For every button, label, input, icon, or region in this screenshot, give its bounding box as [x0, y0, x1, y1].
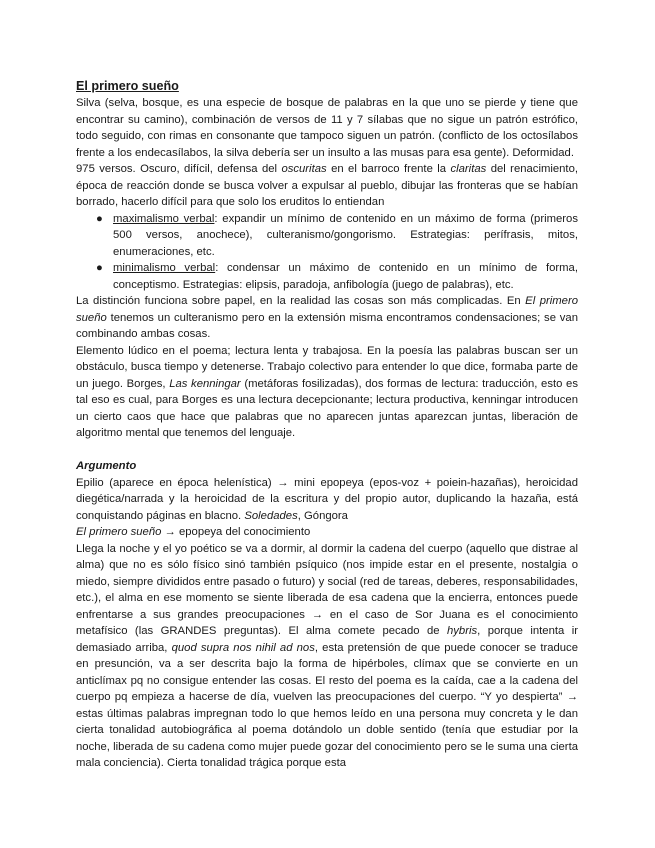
paragraph-ludico	[76, 343, 578, 442]
italic-title: Soledades	[244, 509, 298, 522]
text: tenemos un culteranismo pero en la extensión misma encontramos condensaciones; se van combinando ambas cosas.	[76, 311, 578, 340]
paragraph-epopeya	[76, 524, 578, 541]
bullet-icon: ●	[96, 212, 103, 225]
text: , Góngora	[297, 509, 348, 522]
italic-title: El primero sueño	[76, 295, 578, 324]
paragraph-epilio	[76, 475, 578, 525]
text: → epopeya del conocimiento	[161, 526, 311, 538]
italic-term-hybris: hybris	[447, 625, 478, 637]
italic-term-claritas: claritas	[450, 163, 487, 175]
italic-title: Las kenningar	[169, 377, 241, 390]
text: Epilio (aparece en época helenística) → mini epopeya (epos-voz + poiein-hazañas), heroicidad diegética/narrada y la heroicidad de la escritura y del propio autor, duplicando la hazaña, está conquistando páginas en blacno.	[76, 476, 578, 522]
section-title: El primero sueño	[76, 79, 179, 93]
underlined-term: maximalismo verbal	[113, 212, 215, 225]
underlined-term: minimalismo verbal	[113, 262, 216, 274]
list-item-maximalismo	[96, 211, 578, 261]
text: , porque intenta ir demasiado arriba,	[76, 625, 579, 654]
paragraph-argumento	[76, 541, 578, 772]
list-item-minimalismo	[96, 260, 578, 293]
text: Llega la noche y el yo poético se va a dormir, al dormir la cadena del cuerpo (aquello que distrae al alma) que no es sólo físico sinó también psíquico (nos impide estar en el presente, nostalgia o miedo, siempre divididos entre pasado o futuro) y social (red de tareas, deberes, responsabilidades, etc.), el alma en ese momento se siente liberada de esa cadena que la encierra, entonces puede enfrentarse a sus grandes preocupaciones → en el caso de Sor Juana es el conocimiento metafísico (las GRANDES preguntas). El alma comete pecado de	[76, 542, 578, 637]
list-item-text: : condensar un máximo de contenido en un mínimo de forma, conceptismo. Estrategias: elipsis, paradoja, anfibología (juego de palabras), etc.	[113, 262, 578, 291]
text: Elemento lúdico en el poema; lectura lenta y trabajosa. En la poesía las palabras buscan ser un obstáculo, busca tiempo y detenerse. Trabajo colectivo para entender lo que dice, formaba parte de un juego. Borges,	[76, 344, 578, 390]
list-item-text: : expandir un mínimo de contenido en un máximo de forma (primeros 500 versos, anochece), culteranismo/gongorismo. Estrategias: perífrasis, mitos, enumeraciones, etc.	[113, 212, 578, 258]
text: , esta pretensión de que puede conocer se traduce en presunción, va a ser descrita bajo la forma de hipérboles, clímax que se convierte en un anticlímax pq no consigue entender las cosas. El resto del poema es la caída, cae a la cadena del cuerpo pq empieza a hacerse de día, vuelven las preocupaciones del cuerpo. “Y yo despierta” → estas últimas palabras impregnan todo lo que hemos leído en una persona muy concreta y le dan cierta tonalidad autobiográfica al poema dotándolo un doble sentido (tenía que estudiar por la noche, liberada de su cadena como mujer puede gozar del conocimiento pero se le suma una cierta mala conciencia). Cierta tonalidad trágica porque esta	[76, 641, 578, 769]
paragraph-silva: Silva (selva, bosque, es una especie de bosque de palabras en la que uno se pierde y tiene que encontrar su camino), combinación de versos de 11 y 7 sílabas que no sigue un patrón estrófico, todo seguido, con rimas en consonante que tampoco siguen un patrón. (conflicto de los octosílabos frente a los endecasílabos, la silva debería ser un insulto a las musas para esa gente). Deformidad.	[76, 97, 578, 159]
text: en el barroco frente la	[326, 163, 451, 175]
text: La distinción funciona sobre papel, en la realidad las cosas son más complicadas. En	[76, 295, 526, 307]
section-heading-argumento: Argumento	[76, 460, 137, 472]
paragraph-distincion	[76, 293, 578, 343]
text: 975 versos. Oscuro, difícil, defensa del	[76, 163, 282, 175]
text: (metáforas fosilizadas), dos formas de lectura: traducción, esto es tal eso es cual, para Borges es una lectura decepcionante; lectura productiva, kenningar introducen un cierto caos que hace que palabras que no aparecen juntas aparezcan juntas, liberación de algoritmo mental que tenemos del lenguaje.	[76, 377, 578, 439]
spacer	[76, 442, 578, 459]
bullet-list	[76, 211, 578, 294]
italic-title: El primero sueño	[76, 526, 162, 538]
paragraph-versos	[76, 161, 578, 211]
italic-latin-phrase: quod supra nos nihil ad nos	[171, 641, 315, 654]
document-body	[76, 78, 578, 772]
italic-term-oscuritas: oscuritas	[281, 163, 327, 175]
text: del renacimiento, época de reacción donde se busca volver a expulsar al pueblo, dibujar las fronteras que se habían borrado, hacerlo difícil para que solo los eruditos lo entiendan	[76, 163, 578, 208]
bullet-icon: ●	[96, 262, 103, 274]
